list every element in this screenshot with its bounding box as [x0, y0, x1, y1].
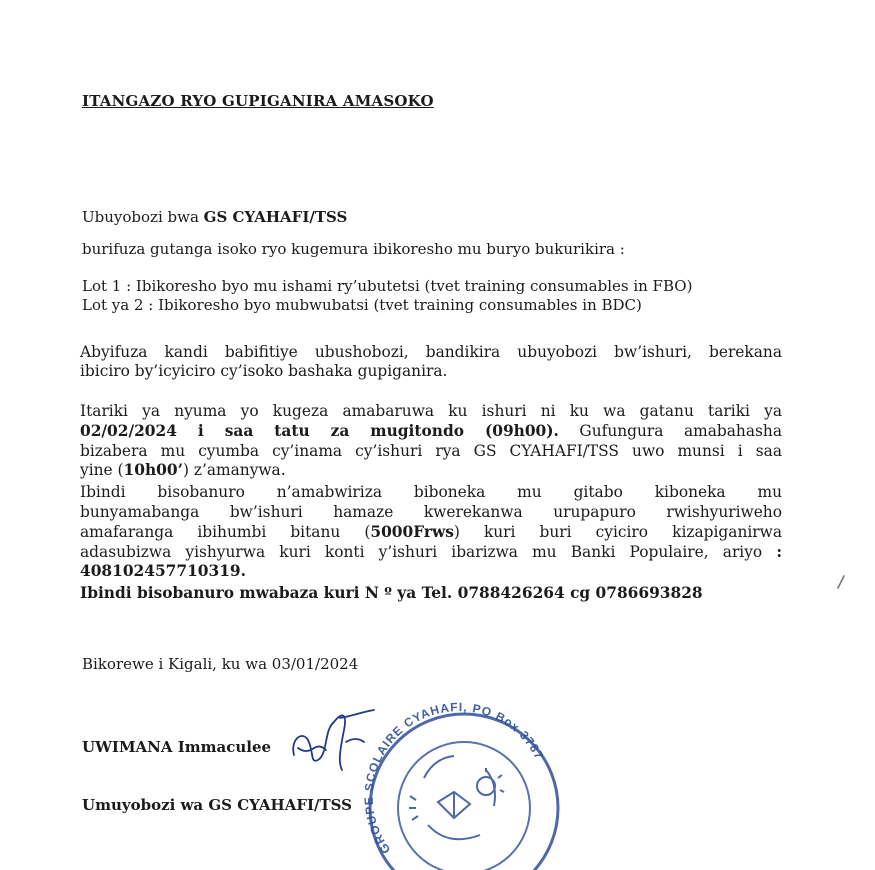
lot-1: Lot 1 : Ibikoresho byo mu ishami ry’ubutetsi (tvet training consumables in FBO)	[82, 277, 693, 295]
fee-amount: 5000Frws	[370, 523, 454, 541]
pen-mark-icon	[834, 574, 848, 592]
opening-time: 10h00’	[123, 461, 183, 479]
para1-line2: ibiciro by’icyiciro cy’isoko bashaka gupiganira.	[80, 362, 448, 380]
svg-text:GROUPE SCOLAIRE CYAHAFI, PO Bo	[362, 700, 547, 856]
signature-icon	[288, 700, 383, 785]
para2-line4	[80, 461, 286, 480]
para3-line1: Ibindi bisobanuro n’amabwiriza biboneka mu gitabo kiboneka mu	[80, 483, 782, 501]
para2-line2-rest: Gufungura amabahasha	[579, 422, 782, 440]
salutation-org: GS CYAHAFI/TSS	[203, 208, 348, 226]
lot-2: Lot ya 2 : Ibikoresho byo mubwubatsi (tvet training consumables in BDC)	[82, 296, 642, 314]
para3-line3-pre: amafaranga ibihumbi bitanu (	[80, 523, 371, 541]
para2-line4-pre: yine (	[80, 461, 124, 479]
deadline-date: 02/02/2024 i saa tatu za mugitondo (09h00).	[80, 422, 559, 440]
para3-line3-post: ) kuri buri cyiciro kizapiganirwa	[453, 523, 782, 541]
para2-line1: Itariki ya nyuma yo kugeza amabaruwa ku ishuri ni ku wa gatanu tariki ya	[80, 402, 782, 420]
signatory-role: Umuyobozi wa GS CYAHAFI/TSS	[82, 796, 353, 814]
signatory-name: UWIMANA Immaculee	[82, 738, 272, 756]
para2-line3: bizabera mu cyumba cy’inama cy’ishuri rya GS CYAHAFI/TSS uwo munsi i saa	[80, 442, 782, 460]
para3-line4	[80, 542, 782, 562]
para1-line1: Abyifuza kandi babifitiye ubushobozi, bandikira ubuyobozi bw’ishuri, berekana	[80, 343, 782, 361]
para2-line4-post: ) z’amanywa.	[182, 461, 286, 479]
para3-line3	[80, 522, 782, 542]
stamp-text: GROUPE SCOLAIRE CYAHAFI, PO Box 3787	[361, 700, 547, 857]
intro-line: burifuza gutanga isoko ryo kugemura ibikoresho mu buryo bukurikira :	[82, 240, 625, 258]
salutation-prefix: Ubuyobozi bwa	[82, 208, 204, 226]
page-title: ITANGAZO RYO GUPIGANIRA AMASOKO	[82, 92, 434, 110]
salutation-line	[82, 208, 347, 227]
para3-line2: bunyamabanga bw’ishuri hamaze kwerekanwa urupapuro rwishyuriweho	[80, 503, 782, 521]
contact-line: Ibindi bisobanuro mwabaza kuri N º ya Tel. 0788426264 cg 0786693828	[80, 584, 703, 602]
para2-line2	[80, 421, 782, 441]
para3-line4-pre: adasubizwa yishyurwa kuri konti y’ishuri ibarizwa mu Banki Populaire, ariyo	[80, 543, 777, 561]
para3-colon: :	[776, 543, 782, 561]
place-date: Bikorewe i Kigali, ku wa 03/01/2024	[82, 655, 359, 673]
account-number: 408102457710319.	[80, 562, 246, 580]
